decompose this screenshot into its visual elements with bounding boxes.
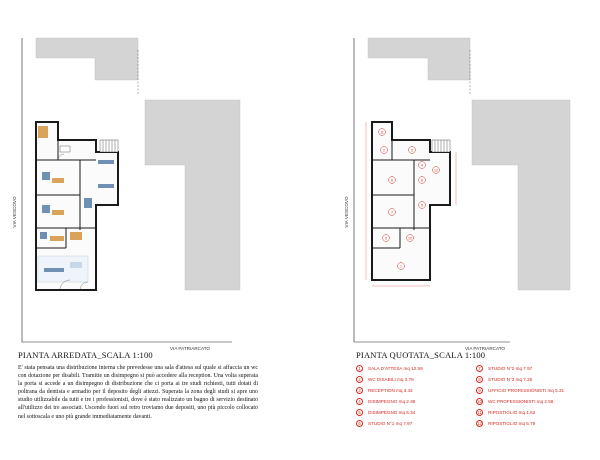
room-marker-number: 10	[408, 236, 412, 241]
room-marker-number: 9	[385, 236, 387, 241]
room-marker-number: 8	[421, 178, 423, 183]
street-label-patriarcato: VIA PATRIARCATO	[465, 346, 505, 351]
legend-label: STUDIO N°1 mq 7.97	[368, 421, 413, 426]
room-marker-number: 5	[421, 203, 423, 208]
project-description: E' stata pensata una distribuzione interna che prevedesse una sala d'attesa sul quale si affaccia un wc con dotazione per disabili. Tramitte un disimpegno si può accedere alla reception. Una volta superata la porta si accede a un disimpegno di distribuzione che ci porta ai tre studi richiesti, tutti dotati di poltrana da dentista e armadio per il deposito degli attezzi. Superata la zona degli studi si apre uno studio utilizzabile da tutti e tre i professionisti, dove è stato realizzato un bagno di servizio destinato all'utilizzo dei tre associati. Uscendo fuori sul retro troviamo due depositi, uno più piccolo collocato nel sottoscala e uno più grande immediatamente davanti.	[18, 365, 258, 420]
legend-number: 12	[477, 421, 482, 426]
legend-label: WC DISABILI mq 3.78	[368, 377, 414, 382]
legend-number: 6	[356, 420, 363, 427]
room-marker-number: 3	[411, 148, 413, 153]
room-marker-number: 4	[421, 163, 423, 168]
dimensioned-plan-drawing	[300, 0, 600, 360]
legend-label: STUDIO N°2 mq 7.97	[488, 366, 533, 371]
legend-item	[356, 408, 415, 417]
room-marker-number: 7	[391, 210, 393, 215]
room-marker-number: 12	[434, 168, 438, 173]
legend-item	[476, 386, 564, 395]
legend-number: 3	[356, 387, 363, 394]
legend-item	[356, 397, 415, 406]
legend-number: 2	[356, 376, 363, 383]
legend-item	[356, 375, 414, 384]
legend-label: WC PROFESSIONISTI mq 2.58	[488, 399, 554, 404]
legend-item	[356, 364, 423, 373]
legend-number: 11	[477, 410, 482, 415]
legend-label: DISIMPEGNO mq 2.38	[368, 399, 416, 404]
neighbour-building-east	[472, 100, 570, 290]
staircase	[432, 140, 450, 152]
legend-item	[476, 419, 535, 428]
legend-label: UFFICIO PROFESSIONISTI mq 5.31	[488, 388, 565, 393]
legend-label: STUDIO N°3 mq 7.25	[488, 377, 533, 382]
legend-item	[476, 408, 535, 417]
legend-number: 10	[477, 399, 482, 404]
room-marker-number: 6	[391, 178, 393, 183]
legend-label: RECEPTION mq 3.42	[368, 388, 413, 393]
street-label-vescovo: VIA VESCOVO	[344, 196, 349, 228]
street-label-patriarcato: VIA PATRIARCATO	[170, 346, 210, 351]
legend-number: 5	[356, 409, 363, 416]
legend-item	[476, 375, 532, 384]
dimensioned-plan-title: PIANTA QUOTATA_SCALA 1:100	[356, 350, 486, 360]
neighbour-building-north	[36, 38, 138, 80]
legend-label: DISIMPEGNO mq 5.34	[368, 410, 416, 415]
legend-number: 4	[356, 398, 363, 405]
room-marker-number: 1	[400, 264, 402, 269]
legend-item	[476, 397, 553, 406]
furnished-plan-title: PIANTA ARREDATA_SCALA 1:100	[18, 350, 153, 360]
legend-number: 9	[476, 387, 483, 394]
legend-item	[476, 364, 532, 373]
furnished-plan-drawing	[0, 0, 300, 360]
street-label-vescovo: VIA VESCOVO	[12, 196, 17, 228]
room-marker-number: 2	[383, 148, 385, 153]
legend-label: RIPOSTIGLIO mq 1.63	[488, 410, 536, 415]
legend-label: RIPOSTIGLIO mq 5.79	[488, 421, 536, 426]
room-marker-number: 11	[380, 130, 384, 135]
staircase	[100, 140, 118, 152]
neighbour-building-east	[145, 100, 240, 290]
legend-item	[356, 419, 412, 428]
legend-item	[356, 386, 413, 395]
legend-label: SALA D'ATTESA mq 12.59	[368, 366, 423, 371]
legend-number: 8	[476, 376, 483, 383]
neighbour-building-north	[368, 38, 470, 80]
room-legend	[356, 364, 586, 434]
legend-number: 7	[476, 365, 483, 372]
legend-number: 1	[356, 365, 363, 372]
